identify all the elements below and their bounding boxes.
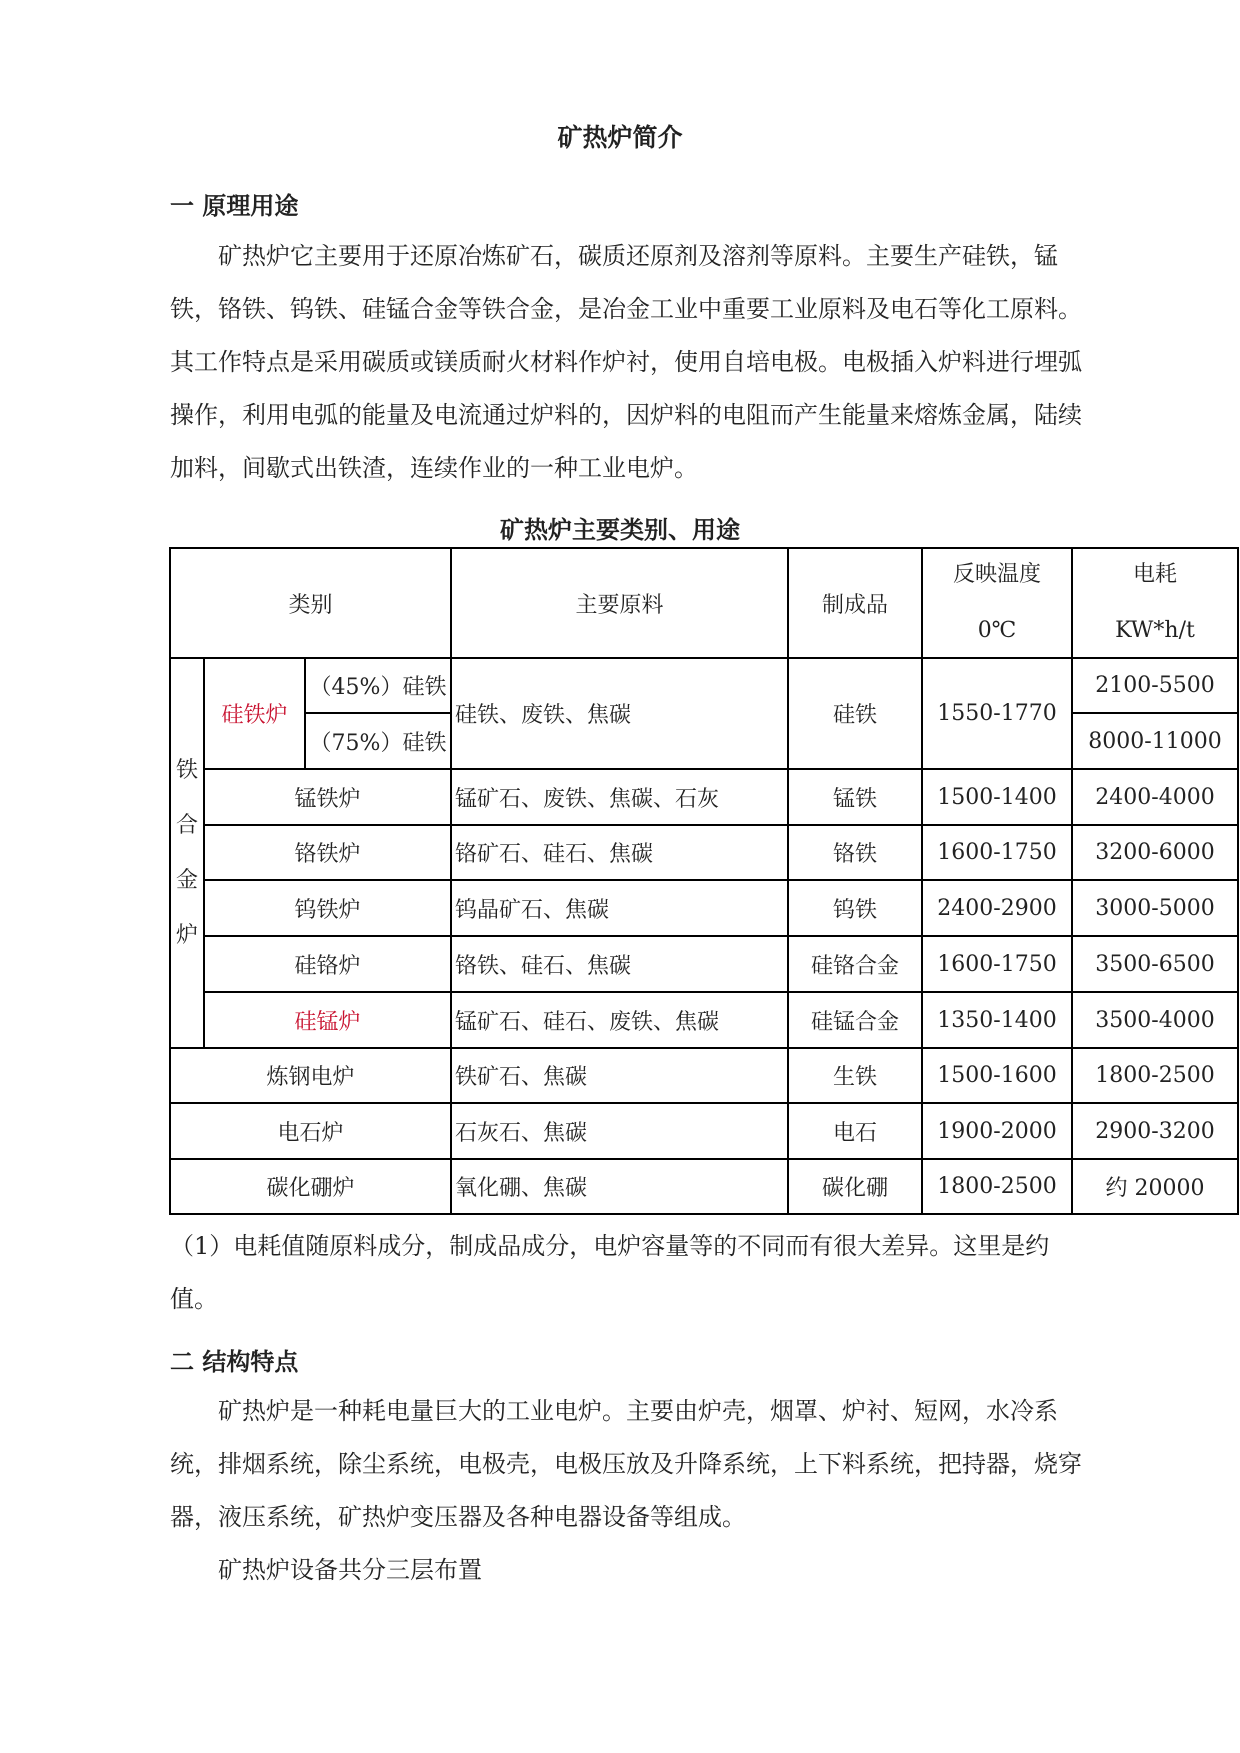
header-materials: 主要原料 [575,592,664,618]
header-temperature-unit: 0℃ [977,618,1017,643]
row-materials: 锰矿石、废铁、焦碳、石灰 [455,786,720,812]
row-temp: 1600-1750 [937,951,1057,977]
row-materials: 铁矿石、焦碳 [455,1065,588,1090]
paragraph-principle-text: 矿热炉它主要用于还原冶炼矿石，碳质还原剂及溶剂等原料。主要生产硅铁，锰铁，铬铁、钨铁、硅锰合金等铁合金，是冶金工业中重要工业原料及电石等化工原料。其工作特点是采用碳质或镁质耐火材料作炉衬，使用自培电极。电极插入炉料进行埋弧操作，利用电弧的能量及电流通过炉料的，因炉料的电阻而产生能量来熔炼金属，陆续加料，间歇式出铁渣，连续作业的一种工业电炉。 [170,242,1082,482]
row-materials: 铬矿石、硅石、焦碳 [455,842,654,867]
header-category: 类别 [288,592,333,618]
paragraph-layout-text: 矿热炉设备共分三层布置 [218,1556,482,1584]
row-temp: 1500-1400 [937,784,1057,810]
group-label-char: 金 [175,868,198,893]
row-product: 碳化硼 [821,1176,888,1201]
row-power: 3500-4000 [1095,1007,1215,1033]
row-name: 碳化硼炉 [266,1176,355,1201]
row-power-sifurnace-75: 8000-11000 [1088,728,1222,754]
row-product: 锰铁 [832,786,877,812]
row-product: 电石 [832,1120,877,1146]
row-power: 2900-3200 [1095,1118,1215,1144]
row-product: 钨铁 [832,897,877,923]
row-name-simnfurnace: 硅锰炉 [294,1009,361,1035]
section-heading-principle: 一 原理用途 [170,192,299,220]
row-name: 硅铬炉 [294,953,361,979]
header-power-unit: KW*h/t [1115,618,1195,643]
table-note [170,1220,1090,1326]
row-materials: 氧化硼、焦碳 [455,1176,588,1201]
row-name-sifurnace: 硅铁炉 [221,703,288,728]
row-materials-sifurnace: 硅铁、废铁、焦碳 [455,703,632,728]
row-temp: 1600-1750 [937,840,1057,865]
group-label-char: 铁 [175,758,198,783]
row-power: 2400-4000 [1095,784,1215,810]
row-name: 锰铁炉 [294,786,361,812]
row-product: 硅铬合金 [810,953,899,979]
row-power: 3500-6500 [1095,951,1215,977]
row-name: 炼钢电炉 [266,1065,355,1090]
header-temperature [922,548,1072,658]
row-power: 3200-6000 [1095,840,1215,865]
page-title: 矿热炉简介 [557,123,683,152]
paragraph-structure [170,1385,1090,1597]
header-product: 制成品 [821,592,888,618]
row-temp: 1350-1400 [937,1007,1057,1033]
row-materials: 铬铁、硅石、焦碳 [455,953,632,979]
row-name: 铬铁炉 [294,842,361,867]
group-label-ferroalloy [170,658,204,1048]
section-heading-structure: 二 结构特点 [170,1348,299,1376]
row-temp-sifurnace: 1550-1770 [937,701,1057,726]
row-power: 1800-2500 [1095,1063,1215,1088]
row-power: 约 20000 [1105,1176,1205,1201]
row-temp: 1500-1600 [937,1063,1057,1088]
row-product: 铬铁 [832,842,877,867]
group-label-char: 炉 [175,923,198,948]
table-caption: 矿热炉主要类别、用途 [500,516,740,544]
row-product-sifurnace: 硅铁 [832,703,877,728]
row-sub-45: （45%）硅铁 [309,675,447,700]
row-sub-75: （75%）硅铁 [309,730,447,756]
row-temp: 1800-2500 [937,1174,1057,1199]
paragraph-structure-text: 矿热炉是一种耗电量巨大的工业电炉。主要由炉壳，烟罩、炉衬、短网，水冷系统，排烟系统，除尘系统，电极壳，电极压放及升降系统，上下料系统，把持器，烧穿器，液压系统，矿热炉变压器及各种电器设备等组成。 [170,1397,1082,1531]
row-power-sifurnace-45: 2100-5500 [1095,673,1215,698]
row-temp: 1900-2000 [937,1118,1057,1144]
row-temp: 2400-2900 [937,895,1057,921]
group-label-char: 合 [175,813,198,838]
row-materials: 石灰石、焦碳 [455,1120,588,1146]
row-product: 硅锰合金 [810,1009,899,1035]
row-materials: 锰矿石、硅石、废铁、焦碳 [455,1009,720,1035]
row-name: 电石炉 [277,1120,344,1146]
table-note-text: （1）电耗值随原料成分，制成品成分，电炉容量等的不同而有很大差异。这里是约值。 [170,1232,1050,1313]
header-temperature-label: 反映温度 [952,562,1041,587]
row-product: 生铁 [832,1065,877,1090]
header-power [1072,548,1238,658]
row-materials: 钨晶矿石、焦碳 [455,897,610,923]
header-power-label: 电耗 [1132,562,1177,587]
row-name: 钨铁炉 [294,897,361,923]
row-power: 3000-5000 [1095,895,1215,921]
